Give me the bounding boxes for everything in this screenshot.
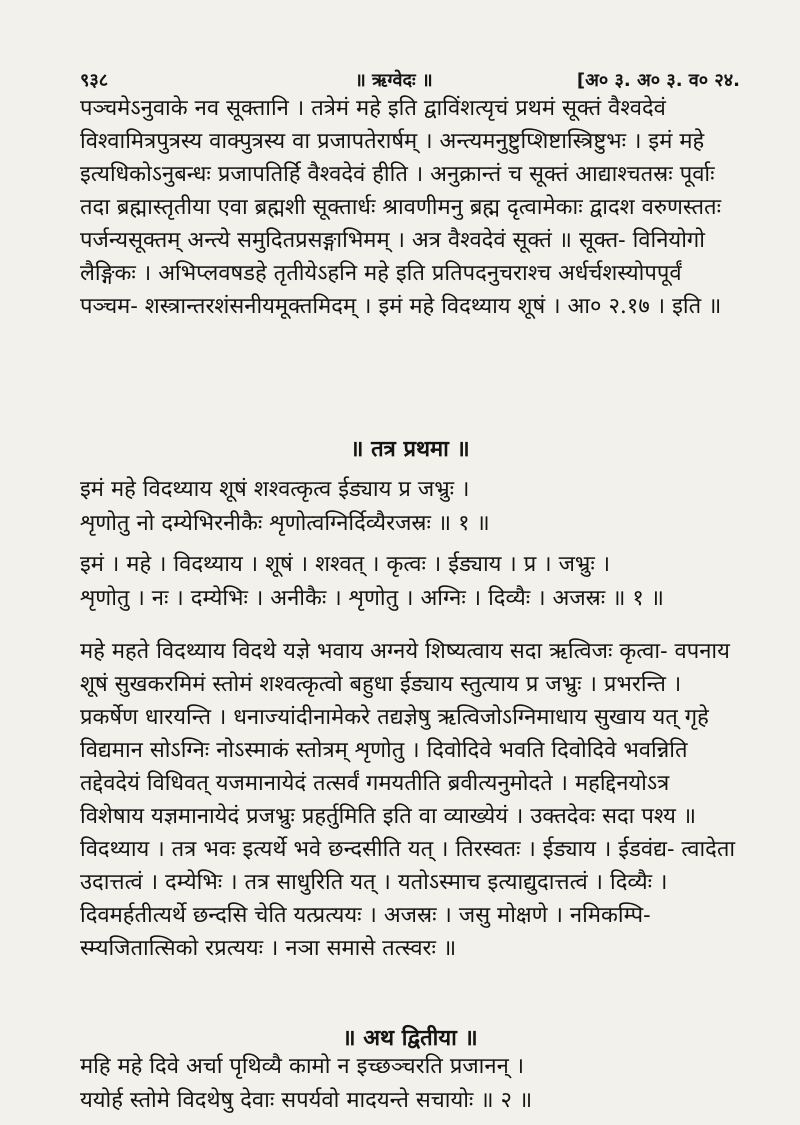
section-reference: [अ० ३. अ० ३. व० २४.	[576, 70, 740, 91]
page-header	[80, 40, 740, 100]
verse-line: ययोर्ह स्तोमे विदथेषु देवाः सपर्यवो मादयन्ते सचायोः ॥ २ ॥	[80, 1088, 533, 1113]
intro-paragraph: पञ्चमेऽनुवाके नव सूक्तानि । तत्रेमं महे इति द्वाविंशत्यृचं प्रथमं सूक्तं वैश्वदेवं विश्वामित्रपुत्रस्य वाक्पुत्रस्य वा प्रजापतेरार्षम् । अन्त्यमनुष्टुप्शिष्टास्त्रिष्टुभः । इमं महे इत्यधिकोऽनुबन्धः प्रजापतिर्हि वैश्वदेवं हीति । अनुक्रान्तं च सूक्तं आद्याश्चतस्रः पूर्वाः तदा ब्रह्मास्तृतीया एवा ब्रह्मशी सूक्तार्धः श्रावणीमनु ब्रह्म दृत्वामेकाः द्वादश वरुणस्ततः पर्जन्यसूक्तम् अन्त्ये समुदितप्रसङ्गाभिमम् । अत्र वैश्वदेवं सूक्तं ॥ सूक्त- विनियोगो लैङ्गिकः । अभिप्लवषडहे तृतीयेऽहनि महे इति प्रतिपदनुचराश्च अर्धर्चशस्योपपूर्वं पञ्चम- शस्त्रान्तरशंसनीयमूक्तमिदम् । इमं महे विदथ्याय शूषं । आ० २.१७ । इति ॥	[80, 96, 722, 319]
verse-two	[80, 1050, 740, 1122]
verse-line: इमं महे विदथ्याय शूषं शश्वत्कृत्व ईड्याय प्र जभ्रुः ।	[80, 477, 470, 502]
verse-line: महि महे दिवे अर्चा पृथिव्यै कामो न इच्छञ्चरति प्रजानन् ।	[80, 1054, 525, 1079]
verse-line: शृणोतु । नः । दम्येभिः । अनीकैः । शृणोतु । अग्निः । दिव्यैः । अजस्रः ॥ १ ॥	[80, 586, 664, 611]
section-heading-first: ॥ तत्र प्रथमा ॥	[350, 436, 470, 462]
running-title: ॥ ऋग्वेदः ॥	[355, 70, 433, 91]
verse-one-pada	[80, 548, 740, 620]
page-number: ९३८	[80, 70, 109, 91]
section-heading-second: ॥ अथ द्वितीया ॥	[342, 1025, 478, 1051]
verse-line: इमं । महे । विदथ्याय । शूषं । शश्वत् । कृत्वः । ईड्याय । प्र । जभ्रुः ।	[80, 552, 611, 577]
verse-one	[80, 473, 740, 545]
commentary-paragraph: महे महते विदथ्याय विदथे यज्ञे भवाय अग्नये शिष्यत्वाय सदा ऋत्विजः कृत्वा- वपनाय शूषं सुखकरमिमं स्तोमं शश्वत्कृत्वो बहुधा ईड्याय स्तुत्याय प्र जभ्रुः । प्रभरन्ति । प्रकर्षेण धारयन्ति । धनाज्यांदीनामेकरे तद्यज्ञेषु ऋत्विजोऽग्निमाधाय सुखाय यत् गृहे विद्यमान सोऽग्निः नोऽस्माकं स्तोत्रम् शृणोतु । दिवोदिवे भवति दिवोदिवे भवन्निति तद्देवदेयं विधिवत् यजमानायेदं तत्सर्वं गमयतीति ब्रवीत्यनुमोदते । महद्दिनयोऽत्र विशेषाय यज्ञमानायेदं प्रजभ्रुः प्रहर्तुमिति इति वा व्याख्येयं । उक्तदेवः सदा पश्य ॥ विदथ्याय । तत्र भवः इत्यर्थे भवे छन्दसीति यत् । तिरस्वतः । ईड्याय । ईडवंद्य- त्वादेता उदात्तत्वं । दम्येभिः । तत्र साधुरिति यत् । यतोऽस्माच इत्याद्युदात्तत्वं । दिव्यैः । दिवमर्हतीत्यर्थे छन्दसि चेति यत्प्रत्ययः । अजस्रः । जसु मोक्षणे । नमिकम्पि- स्म्यजितात्सिको रप्रत्ययः । नञा समासे तत्स्वरः ॥	[80, 639, 736, 961]
verse-line: शृणोतु नो दम्येभिरनीकैः शृणोत्वग्निर्दिव्यैरजस्रः ॥ १ ॥	[80, 511, 490, 536]
